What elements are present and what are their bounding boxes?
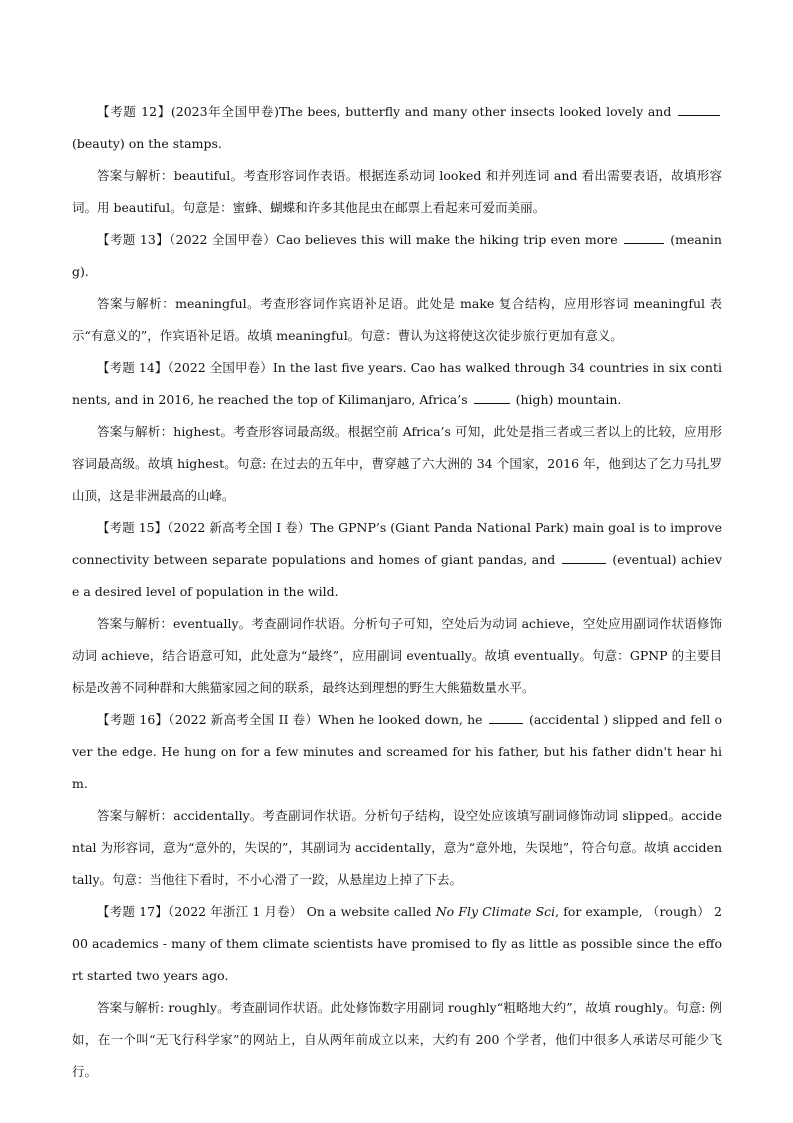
answer-15: 答案与解析：eventually。考查副词作状语。分析句子可知，空处后为动词 achieve，空处应用副词作状语修饰动词 achieve，结合语意可知，此处意为“最终”，应用副词 eventually。故填 eventually。句意：GPNP 的主要目标是改善不同种群和大熊猫家园之间的联系，最终达到理想的野生大熊猫数量水平。 — [72, 616, 722, 695]
question-label: 【考题 17】 — [97, 904, 168, 919]
question-text: The GPNP’s (Giant Panda National Park) main goal is to improve connectivity between separate populations and homes of giant pandas, and — [72, 520, 722, 567]
question-12 — [72, 96, 722, 160]
question-text: In the last five years. Cao has walked through 34 countries in six continents, and in 2016, he reached the top of Kilimanjaro, Africa’s — [72, 360, 722, 407]
document-page — [72, 96, 722, 1088]
question-text: (high) mountain. — [511, 392, 622, 407]
answer-12: 答案与解析：beautiful。考查形容词作表语。根据连系动词 looked 和并列连词 and 看出需要表语，故填形容词。用 beautiful。句意是：蜜蜂、蝴蝶和许多其他昆虫在邮票上看起来可爱而美丽。 — [72, 168, 722, 215]
question-source: （2022 全国甲卷） — [167, 360, 273, 375]
question-text: (accidental ) slipped and fell over the edge. He hung on for a few minutes and screamed for his father, but his father didn't hear him. — [72, 712, 722, 791]
question-text: Cao believes this will make the hiking trip even more — [276, 232, 622, 247]
answer-14: 答案与解析：highest。考查形容词最高级。根据空前 Africa’s 可知，此处是指三者或三者以上的比较，应用形容词最高级。故填 highest。句意: 在过去的五年中，曹穿越了六大洲的 34 个国家，2016 年，他到达了乞力马扎罗山顶，这是非洲最高的山峰。 — [72, 424, 722, 503]
question-13 — [72, 224, 722, 288]
question-14 — [72, 352, 722, 416]
question-text: (eventual) achieve a desired level of population in the wild. — [72, 552, 723, 599]
question-text: When he looked down, he — [318, 712, 487, 727]
answer-16: 答案与解析：accidentally。考查副词作状语。分析句子结构，设空处应该填写副词修饰动词 slipped。accidental 为形容词，意为“意外的，失误的”，其副词为 accidentally，意为“意外地，失误地”，符合句意。故填 accidentally。句意：当他往下看时，不小心滑了一跤，从悬崖边上掉了下去。 — [72, 808, 722, 887]
question-label: 【考题 16】 — [97, 712, 169, 727]
question-text: On a website called — [306, 904, 436, 919]
question-16 — [72, 704, 722, 800]
question-text: The bees, butterfly and many other insects looked lovely and — [278, 104, 676, 119]
answer-blank — [474, 391, 510, 404]
question-label: 【考题 14】 — [97, 360, 168, 375]
answer-13: 答案与解析：meaningful。考查形容词作宾语补足语。此处是 make 复合结构，应用形容词 meaningful 表示“有意义的”，作宾语补足语。故填 meaningful。句意：曹认为这将使这次徒步旅行更加有意义。 — [72, 296, 722, 343]
answer-blank — [678, 103, 720, 116]
question-source: （2022 新高考全国 II 卷） — [168, 712, 319, 727]
question-source: (2023年全国甲卷) — [170, 104, 279, 119]
question-source: （2022 全国甲卷） — [169, 232, 277, 247]
question-source: （2022 年浙江 1 月卷） — [167, 904, 303, 919]
question-text: (meaning). — [72, 232, 722, 279]
question-label: 【考题 12】 — [97, 104, 171, 119]
question-label: 【考题 13】 — [97, 232, 170, 247]
question-text: , for example, （rough） 200 academics - many of them climate scientists have promised to fly as little as possible since the effort started two years ago. — [72, 904, 722, 983]
question-source: （2022 新高考全国 I 卷） — [167, 520, 311, 535]
question-17 — [72, 896, 722, 992]
answer-blank — [489, 711, 523, 724]
website-name: No Fly Climate Sci — [435, 904, 556, 919]
answer-blank — [624, 231, 664, 244]
question-15 — [72, 512, 722, 608]
answer-blank — [562, 551, 606, 564]
question-label: 【考题 15】 — [97, 520, 168, 535]
question-text: (beauty) on the stamps. — [72, 136, 222, 151]
answer-17: 答案与解析: roughly。考查副词作状语。此处修饰数字用副词 roughly“粗略地大约”，故填 roughly。句意: 例如，在一个叫“无飞行科学家”的网站上，自从两年前成立以来，大约有 200 个学者，他们中很多人承诺尽可能少飞行。 — [72, 1000, 722, 1079]
